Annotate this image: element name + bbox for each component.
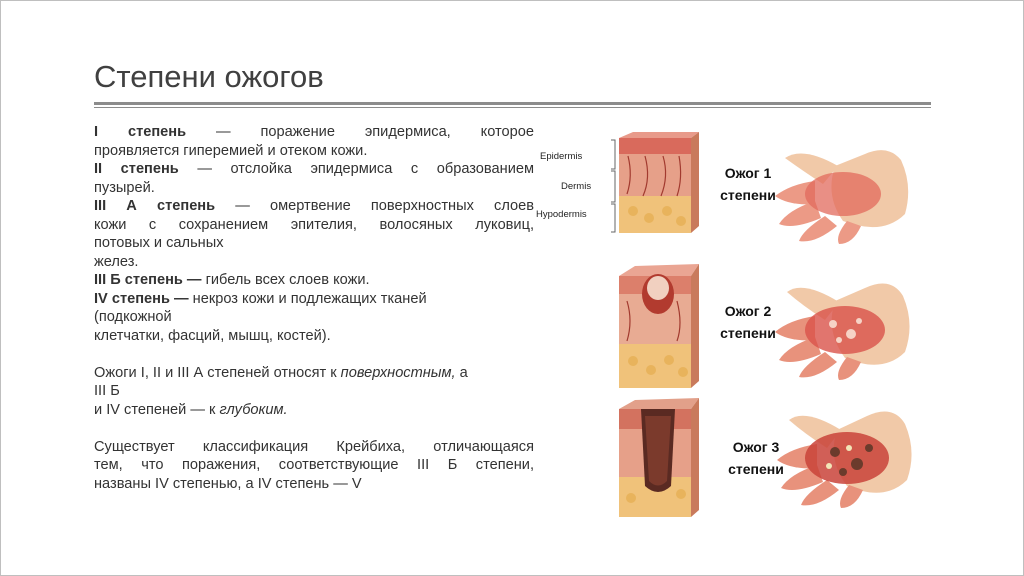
title-rule-thick bbox=[94, 102, 931, 105]
paragraph-degree-2 bbox=[94, 160, 534, 179]
kreibich-line1: Существует классификация Крейбиха, отличающаяся bbox=[94, 438, 534, 455]
degree-4-term: IV степень — bbox=[94, 290, 189, 307]
degree-2-text: — отслойка эпидермиса с образованием bbox=[178, 161, 534, 177]
skin-section-degree-2 bbox=[619, 264, 699, 388]
superficial-line2: III Б bbox=[94, 383, 120, 399]
hand-degree-2 bbox=[775, 284, 910, 381]
burn-2-subtitle: степени bbox=[720, 325, 776, 341]
degree-3b-text: гибель всех слоев кожи. bbox=[201, 272, 370, 288]
paragraph-deep bbox=[94, 401, 534, 420]
burn-2-title: Ожог 2 bbox=[724, 303, 772, 319]
burn-3-title: Ожог 3 bbox=[732, 439, 780, 455]
degree-3a-term: III А степень bbox=[94, 198, 216, 214]
burn-label-degree-3 bbox=[711, 436, 801, 480]
degree-2-term: II степень bbox=[94, 161, 179, 177]
deep-term: глубоким. bbox=[219, 401, 288, 418]
burn-3-subtitle: степени bbox=[728, 461, 784, 477]
burn-1-subtitle: степени bbox=[720, 187, 776, 203]
degree-2-line2: пузырей. bbox=[94, 179, 155, 196]
slide-title: Степени ожогов bbox=[94, 59, 324, 94]
superficial-text-b: а bbox=[455, 364, 468, 381]
deep-text: и IV степеней — к bbox=[94, 401, 220, 418]
superficial-term: поверхностным, bbox=[340, 364, 456, 381]
degree-4-text: некроз кожи и подлежащих тканей bbox=[188, 290, 427, 307]
paragraph-degree-4 bbox=[94, 290, 534, 309]
burn-1-title: Ожог 1 bbox=[724, 165, 772, 181]
degree-4-line3: клетчатки, фасций, мышц, костей). bbox=[94, 327, 331, 344]
degree-4-line2: (подкожной bbox=[94, 309, 172, 325]
skin-section-degree-3 bbox=[619, 398, 699, 517]
burn-label-degree-2 bbox=[703, 300, 793, 344]
degree-3b-term: III Б степень — bbox=[94, 272, 202, 288]
degree-3a-line3: потовых и сальных bbox=[94, 235, 224, 251]
degree-3a-line4: желез. bbox=[94, 253, 139, 270]
title-rule-thin bbox=[94, 107, 931, 108]
paragraph-degree-1 bbox=[94, 123, 534, 142]
superficial-text-a: Ожоги I, II и III А степеней относят к bbox=[94, 364, 341, 381]
hand-degree-1 bbox=[775, 150, 908, 244]
degree-1-term: I степень bbox=[94, 124, 187, 140]
paragraph-degree-3b bbox=[94, 271, 534, 290]
degree-3a-text: — омертвение поверхностных слоев bbox=[215, 198, 534, 214]
burn-label-degree-1 bbox=[703, 162, 793, 206]
degree-1-line2: проявляется гиперемией и отеком кожи. bbox=[94, 142, 368, 159]
degree-1-text: — поражение эпидермиса, которое bbox=[186, 124, 534, 140]
body-text bbox=[94, 123, 534, 493]
paragraph-degree-3a bbox=[94, 197, 534, 216]
paragraph-superficial bbox=[94, 364, 534, 383]
layer-label-epidermis: Epidermis bbox=[540, 151, 583, 162]
kreibich-line3: названы IV степенью, а IV степень — V bbox=[94, 475, 362, 492]
layer-label-hypodermis: Hypodermis bbox=[536, 209, 587, 220]
degree-3a-line2: кожи с сохранением эпителия, волосяных луковиц, bbox=[94, 216, 534, 233]
burn-degrees-illustration bbox=[536, 126, 939, 521]
skin-section-degree-1 bbox=[619, 132, 699, 233]
kreibich-line2: тем, что поражения, соответствующие III Б степени, bbox=[94, 457, 534, 473]
layer-label-dermis: Dermis bbox=[561, 181, 592, 192]
